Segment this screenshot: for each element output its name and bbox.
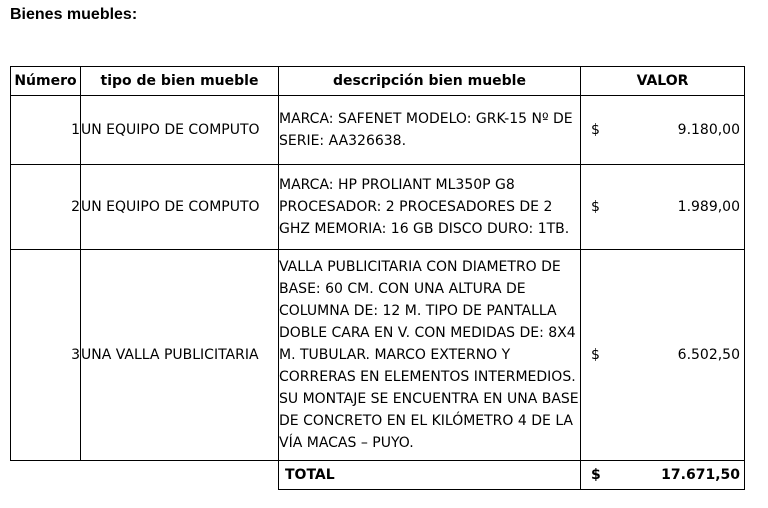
header-row [11,67,745,96]
row-tipo: UN EQUIPO DE COMPUTO [81,96,279,165]
row-descripcion: MARCA: HP PROLIANT ML350P G8 PROCESADOR: 2 PROCESADORES DE 2 GHZ MEMORIA: 16 GB DISCO DURO: 1TB. [279,165,581,250]
table-row [11,96,745,165]
table-row [11,165,745,250]
assets-table [10,66,745,490]
total-valor-cell [581,461,745,490]
section-title: Bienes muebles: [10,6,138,23]
row-descripcion: MARCA: SAFENET MODELO: GRK-15 Nº DE SERIE: AA326638. [279,96,581,165]
total-row [11,461,745,490]
empty-cell [81,461,279,490]
currency-symbol: $ [591,122,600,138]
header-descripcion: descripción bien mueble [279,67,581,96]
currency-symbol: $ [591,347,600,363]
table-row [11,250,745,461]
row-valor: 6.502,50 [677,347,740,363]
row-numero: 2 [11,165,81,250]
total-label: TOTAL [279,461,581,490]
empty-cell [11,461,81,490]
row-valor: 1.989,00 [677,199,740,215]
header-tipo: tipo de bien mueble [81,67,279,96]
currency-symbol: $ [591,467,601,483]
currency-symbol: $ [591,199,600,215]
header-valor: VALOR [581,67,745,96]
row-tipo: UNA VALLA PUBLICITARIA [81,250,279,461]
row-valor-cell [581,165,745,250]
row-numero: 3 [11,250,81,461]
row-valor-cell [581,96,745,165]
row-descripcion: VALLA PUBLICITARIA CON DIAMETRO DE BASE: 60 CM. CON UNA ALTURA DE COLUMNA DE: 12 M. TIPO DE PANTALLA DOBLE CARA EN V. CON MEDIDAS DE: 8X4 M. TUBULAR. MARCO EXTERNO Y CORRERAS EN ELEMENTOS INTERMEDIOS. SU MONTAJE SE ENCUENTRA EN UNA BASE DE CONCRETO EN EL KILÓMETRO 4 DE LA VÍA MACAS – PUYO. [279,250,581,461]
row-tipo: UN EQUIPO DE COMPUTO [81,165,279,250]
row-valor-cell [581,250,745,461]
total-valor: 17.671,50 [661,467,740,483]
row-numero: 1 [11,96,81,165]
row-valor: 9.180,00 [677,122,740,138]
header-numero: Número [11,67,81,96]
